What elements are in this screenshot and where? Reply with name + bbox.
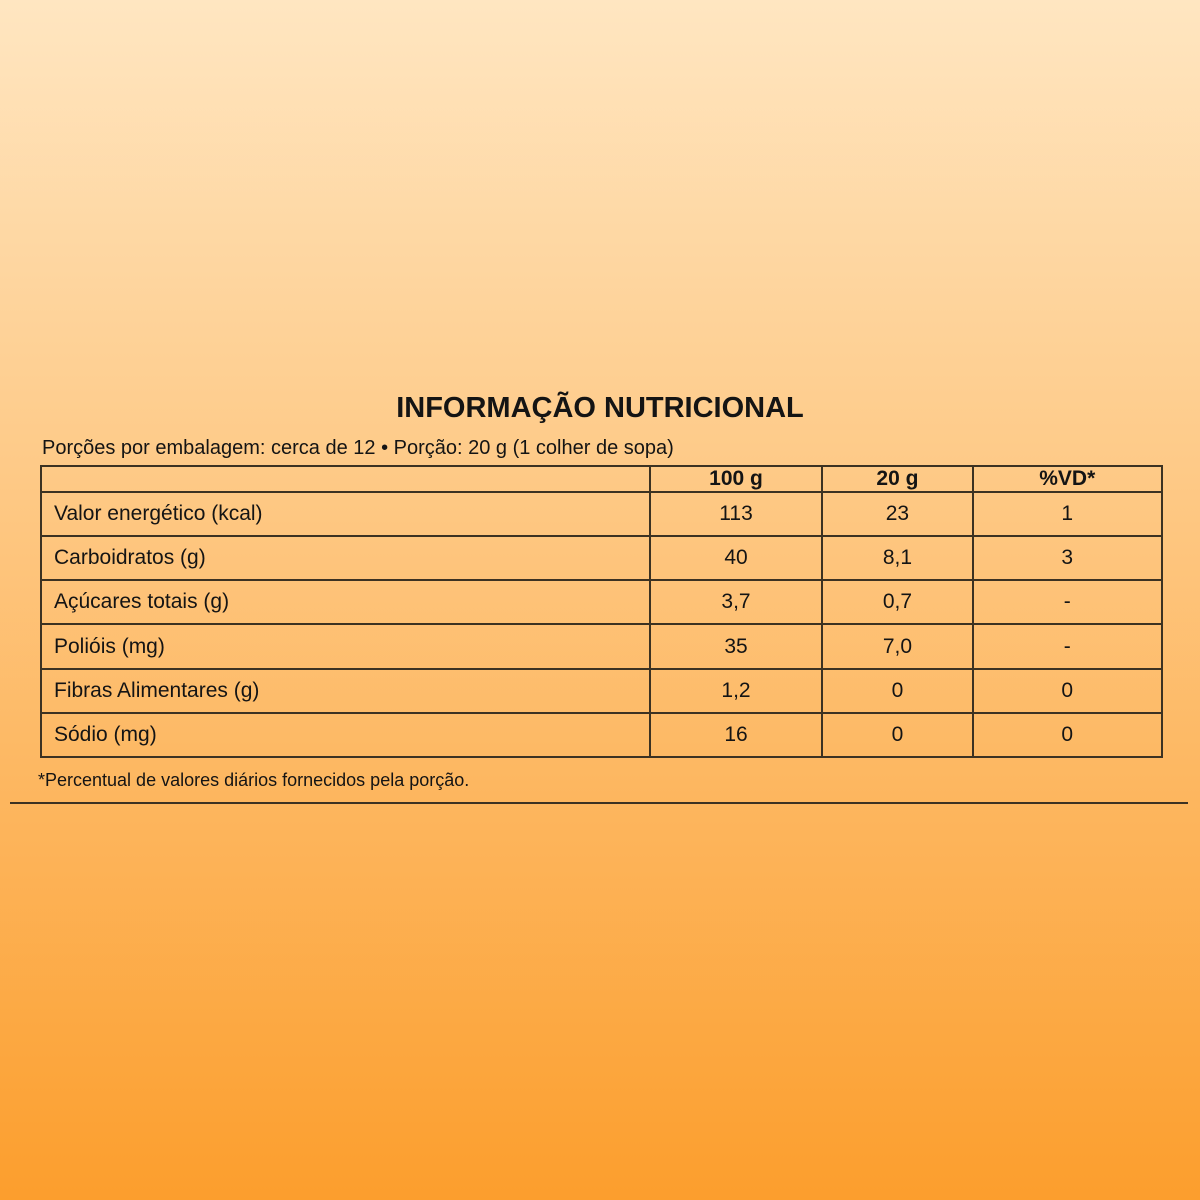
table-header-row <box>41 466 1162 492</box>
row-value-vd: 3 <box>973 536 1162 580</box>
header-corner-cell <box>41 466 650 492</box>
row-value-100g: 3,7 <box>650 580 823 624</box>
table-row <box>41 580 1162 624</box>
nutrition-table <box>40 465 1163 758</box>
header-100g: 100 g <box>650 466 823 492</box>
header-20g: 20 g <box>822 466 972 492</box>
row-value-vd: - <box>973 624 1162 668</box>
row-value-100g: 35 <box>650 624 823 668</box>
row-label: Polióis (mg) <box>41 624 650 668</box>
row-value-20g: 0 <box>822 669 972 713</box>
table-row <box>41 536 1162 580</box>
row-value-100g: 16 <box>650 713 823 757</box>
row-value-100g: 113 <box>650 492 823 536</box>
row-label: Valor energético (kcal) <box>41 492 650 536</box>
row-value-20g: 23 <box>822 492 972 536</box>
divider-line <box>10 802 1188 804</box>
row-value-100g: 1,2 <box>650 669 823 713</box>
row-value-20g: 7,0 <box>822 624 972 668</box>
page-title: INFORMAÇÃO NUTRICIONAL <box>396 392 804 424</box>
row-value-20g: 0,7 <box>822 580 972 624</box>
table-row <box>41 713 1162 757</box>
row-value-20g: 0 <box>822 713 972 757</box>
header-vd: %VD* <box>973 466 1162 492</box>
row-value-20g: 8,1 <box>822 536 972 580</box>
row-value-vd: 0 <box>973 713 1162 757</box>
row-label: Carboidratos (g) <box>41 536 650 580</box>
table-row <box>41 624 1162 668</box>
table-row <box>41 492 1162 536</box>
row-value-vd: 1 <box>973 492 1162 536</box>
table-row <box>41 669 1162 713</box>
row-value-vd: - <box>973 580 1162 624</box>
row-label: Fibras Alimentares (g) <box>41 669 650 713</box>
row-value-vd: 0 <box>973 669 1162 713</box>
row-value-100g: 40 <box>650 536 823 580</box>
row-label: Açúcares totais (g) <box>41 580 650 624</box>
serving-info-text: Porções por embalagem: cerca de 12 • Porção: 20 g (1 colher de sopa) <box>42 437 674 459</box>
row-label: Sódio (mg) <box>41 713 650 757</box>
footnote-text: *Percentual de valores diários fornecidos pela porção. <box>38 770 470 790</box>
